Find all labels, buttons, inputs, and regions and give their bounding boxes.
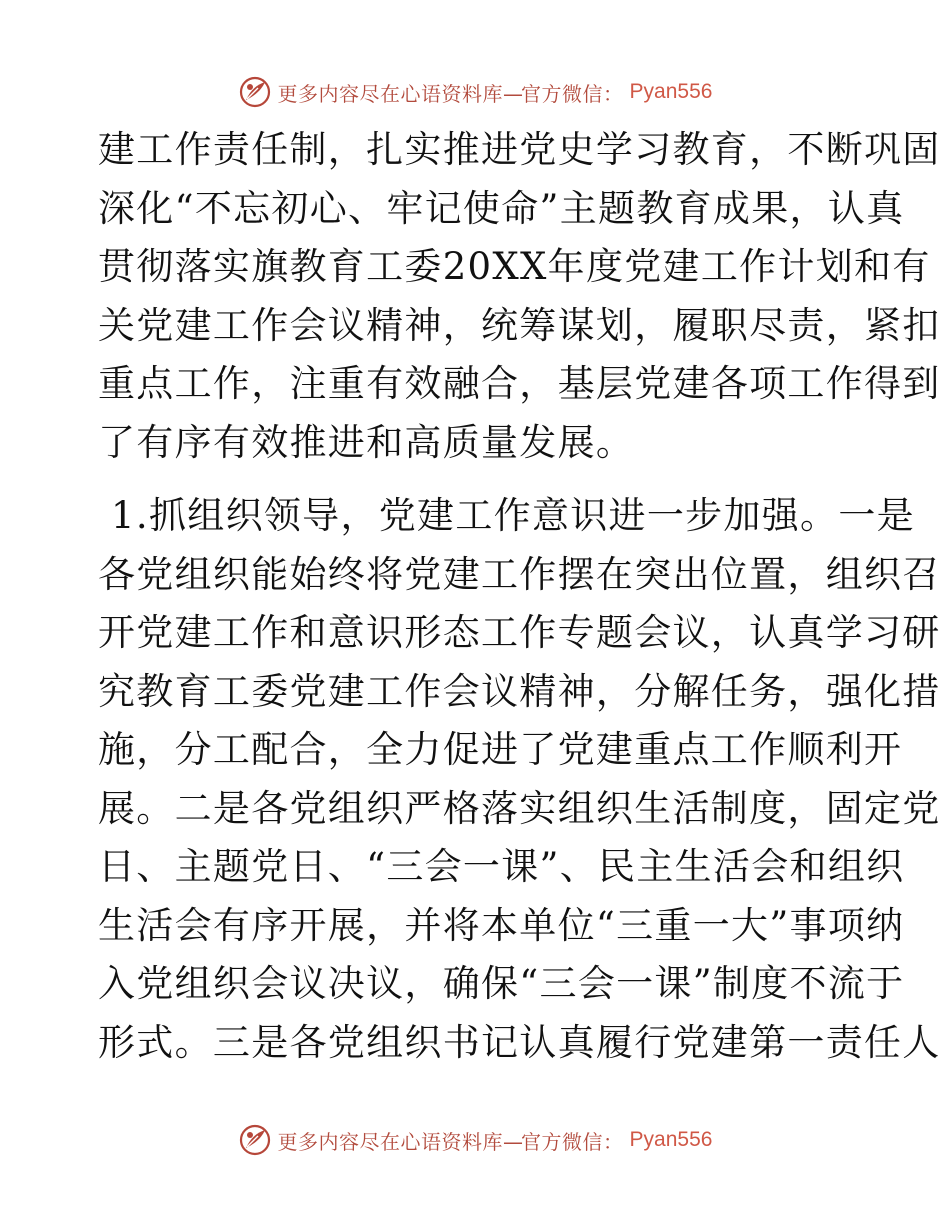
text-line: 关党建工作会议精神，统筹谋划，履职尽责，紧扣	[98, 303, 941, 347]
pen-logo-icon	[238, 1123, 272, 1157]
footer-watermark-text: 更多内容尽在心语资料库—官方微信：	[277, 1129, 624, 1154]
text-line: 施，分工配合，全力促进了党建重点工作顺利开	[98, 728, 903, 771]
text-line: 建工作责任制，扎实推进党史学习教育，不断巩固	[98, 128, 941, 171]
text-line: 究教育工委党建工作会议精神，分解任务，强化措	[98, 669, 941, 713]
text-line: 入党组织会议决议，确保“三会一课”制度不流于	[98, 962, 905, 1005]
paragraph-2	[98, 487, 941, 1072]
text-line: 展。二是各党组织严格落实组织生活制度，固定党	[98, 786, 941, 830]
paragraph-gap	[98, 472, 858, 487]
text-line: 贯彻落实旗教育工委20XX年度党建工作计划和有	[98, 245, 931, 288]
footer-watermark	[0, 1120, 950, 1160]
footer-wechat-handle: Pyan556	[629, 1128, 713, 1151]
text-line: 开党建工作和意识形态工作专题会议，认真学习研	[98, 611, 941, 654]
text-line: 重点工作，注重有效融合，基层党建各项工作得到	[98, 362, 941, 405]
text-line: 形式。三是各党组织书记认真履行党建第一责任人	[98, 1020, 941, 1064]
text-line: 了有序有效推进和高质量发展。	[98, 420, 635, 464]
pen-logo-icon	[238, 75, 272, 109]
header-wechat-handle: Pyan556	[629, 80, 713, 103]
text-line: 日、主题党日、“三会一课”、民主生活会和组织	[98, 845, 905, 888]
text-line: 各党组织能始终将党建工作摆在突出位置，组织召	[98, 552, 941, 596]
text-line: 深化“不忘初心、牢记使命”主题教育成果，认真	[98, 186, 905, 230]
header-watermark-text: 更多内容尽在心语资料库—官方微信：	[277, 81, 624, 106]
header-watermark	[0, 72, 950, 112]
text-line: 1.抓组织领导，党建工作意识进一步加强。一是	[98, 494, 915, 537]
document-body	[98, 121, 941, 1072]
paragraph-1	[98, 121, 941, 472]
text-line: 生活会有序开展，并将本单位“三重一大”事项纳	[98, 903, 905, 947]
